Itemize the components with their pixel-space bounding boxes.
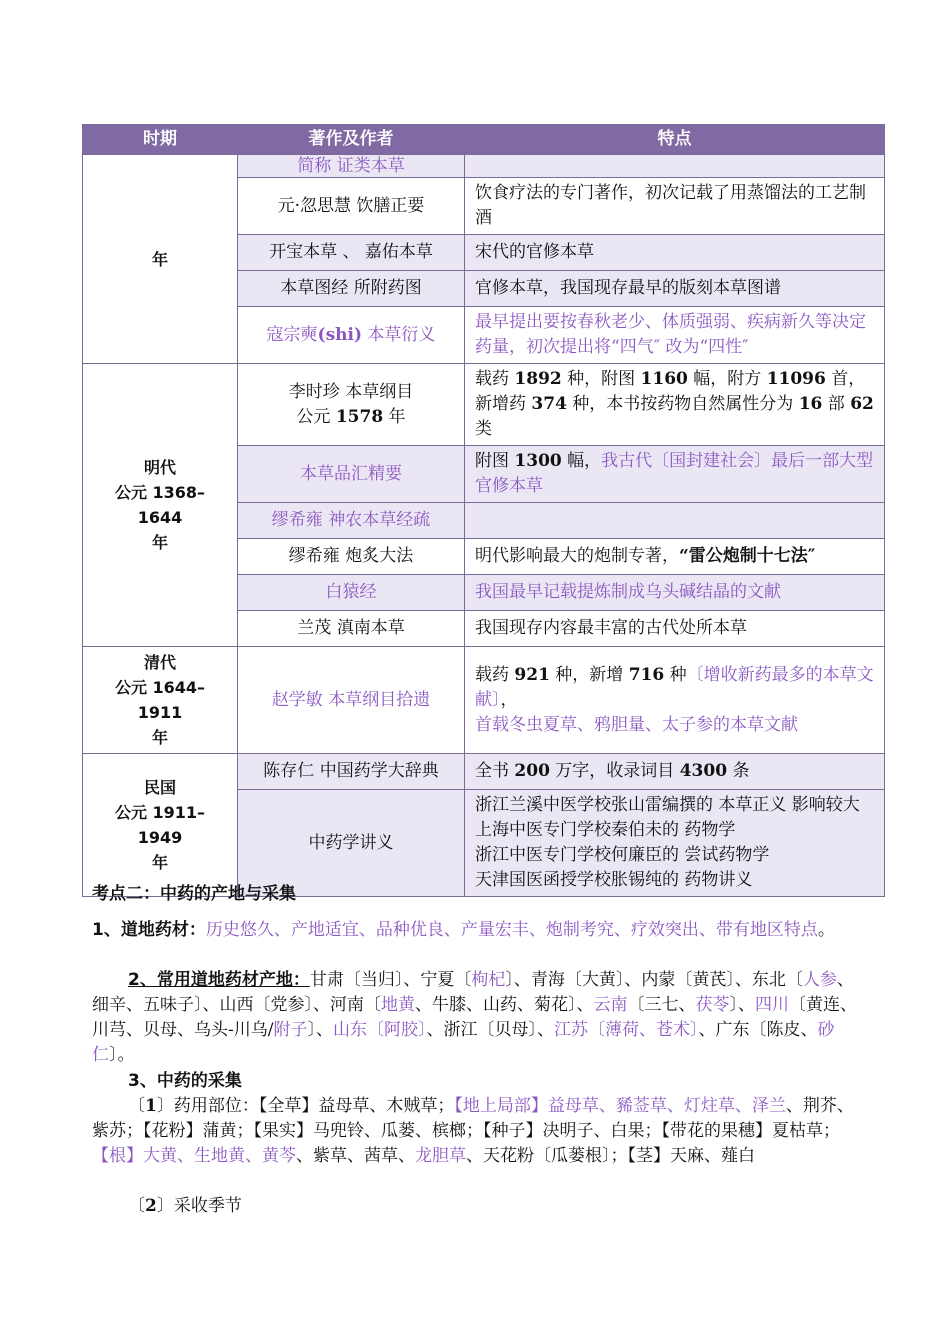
paragraph-text: 历史悠久、产地适宜、品种优良、产量宏丰、炮制考究、疗效突出、带有地区特点 [205,920,818,940]
period-label: 年 [151,249,168,269]
work-number: 1578 [335,406,384,427]
text-run: 〕、 [307,1020,333,1040]
header-period: 时期 [83,125,238,155]
paragraph-origin [92,968,862,1068]
feature-text: 幅， [561,451,602,471]
feature-line: 浙江中医专门学校何廉臣的 尝试药物学 [475,845,770,865]
feature-cell [465,503,885,539]
feature-number: 16 [798,394,823,414]
feature-text: 种，新增 [549,664,629,685]
feature-text: 附图 [475,451,515,471]
table-row [83,155,885,178]
feature-cell: 我国现存内容最丰富的古代处所本草 [465,611,885,647]
feature-text: 〔增收新药最多的本草文献〕 [475,664,874,710]
feature-line: 天津国医函授学校胀锡纯的 药物讲义 [475,870,753,890]
feature-text: 万字，收录词目 [549,761,680,781]
feature-number: 11096 [766,369,826,389]
text-run: 1 [145,1096,157,1116]
header-feature: 特点 [465,125,885,155]
feature-cell: 饮食疗法的专门著作，初次记载了用蒸馏法的工艺制酒 [465,178,885,235]
feature-text: 明代影响最大的炮制专著， [475,546,679,566]
feature-cell: 最早提出要按春秋老少、体质强弱、疾病新久等决定药量，初次提出将“四气″ 改为“四性″ [465,307,885,364]
period-range: 公元 1368–1644 [114,483,206,527]
text-run: 〕、青海〔大黄〕、内蒙〔黄芪〕、东北〔 [505,970,803,990]
text-run: 云南 [593,995,628,1015]
feature-number: 374 [531,394,567,414]
feature-number: 4300 [679,761,728,781]
period-name: 民国 [143,778,176,797]
work-cell: 赵学敏 本草纲目拾遗 [238,647,465,754]
text-run: 枸杞 [471,970,506,990]
work-text: 寇宗奭 [266,324,318,345]
feature-text: 全书 [475,761,515,781]
feature-line: 上海中医专门学校秦伯未的 药物学 [475,820,736,840]
subsection-title: 3、中药的采集 [128,1071,242,1091]
paragraph-text: 。 [817,920,835,940]
feature-text: 种，附图 [561,369,641,389]
work-text: 年 [383,406,406,427]
period-unit: 年 [151,533,168,552]
feature-line: 浙江兰溪中医学校张山雷编撰的 本草正义 影响较大 [475,795,860,815]
paragraph-text [92,1096,854,1166]
text-run: 〔 [128,1096,145,1116]
work-cell: 开宝本草 、 嘉佑本草 [238,235,465,271]
history-table [82,124,885,897]
feature-number: 1160 [640,369,688,389]
feature-number: 1300 [514,451,562,471]
period-cell [83,364,238,647]
work-pinyin: (shi) [317,324,363,345]
period-range: 公元 1644–1911 [114,678,206,722]
feature-cell [465,539,885,575]
paragraph-daodi [92,918,862,943]
period-range: 公元 1911–1949 [114,803,206,847]
work-text: 本草衍义 [362,324,436,345]
period-cell [83,647,238,754]
work-cell [238,364,465,446]
text-run: 、浙江〔贝母〕、 [426,1020,554,1040]
work-cell: 中药学讲义 [238,790,465,897]
section-title: 考点二：中药的产地与采集 [92,884,296,904]
text-run: 地黄 [381,995,415,1015]
text-run: 茯苓 [695,995,730,1015]
feature-cell [465,364,885,446]
feature-text: “雷公炮制十七法″ [679,546,816,566]
paragraph-label: 2、常用道地药材产地： [128,970,310,990]
work-cell: 本草品汇精要 [238,446,465,503]
feature-text: 载药 [475,664,515,685]
work-cell: 缪希雍 炮炙大法 [238,539,465,575]
feature-text: 类 [475,419,492,439]
text-run: 、广东〔陈皮、 [698,1020,818,1040]
feature-text: 载药 [475,369,515,389]
text-run: 〔三七、 [627,995,696,1015]
text-run: 〕、 [729,995,755,1015]
text-run: 、天花粉〔瓜蒌根〕；【茎】天麻、薤白 [466,1146,755,1166]
feature-text: 幅，附方 [687,369,767,389]
paragraph-parts [92,1094,862,1169]
period-cell [83,155,238,364]
work-cell: 陈存仁 中国药学大辞典 [238,754,465,790]
feature-number: 1892 [514,369,562,389]
paragraph-text: 〕采收季节 [156,1196,242,1216]
text-run: 、紫草、茜草、 [296,1146,415,1166]
paragraph-text: 〔 [128,1196,145,1216]
table-header-row [83,125,885,155]
feature-cell: 官修本草，我国现存最早的版刻本草图谱 [465,271,885,307]
work-cell [238,307,465,364]
paragraph-label: 1、道地药材： [92,920,206,940]
table-row [83,754,885,790]
text-run: 附子 [273,1020,308,1040]
feature-cell [465,754,885,790]
feature-cell [465,790,885,897]
text-run: 江苏〔薄荷、苍术〕 [553,1020,699,1040]
work-cell: 简称 证类本草 [238,155,465,178]
feature-text: 部 [822,394,851,414]
text-run: 四川 [755,995,789,1015]
text-run: 、牛膝、山药、菊花〕、 [415,995,594,1015]
text-run: 龙胆草 [415,1146,466,1166]
feature-number: 921 [514,664,550,685]
paragraph-number: 2 [145,1196,157,1216]
work-cell: 兰茂 滇南本草 [238,611,465,647]
work-year [248,405,454,430]
table-row [83,647,885,754]
work-cell: 白猿经 [238,575,465,611]
table-row [83,364,885,446]
text-run: 人参 [802,970,837,990]
work-text: 公元 [296,406,336,427]
work-cell: 本草图经 所附药图 [238,271,465,307]
period-cell [83,754,238,897]
feature-text: 我古代〔国封建社会〕最后一部大型官修本草 [475,451,874,496]
feature-text: ， [500,689,518,710]
period-name: 清代 [143,653,176,672]
paragraph-season [92,1194,898,1219]
text-run: 砂仁 [92,1020,835,1065]
text-run: 〕。 [109,1045,135,1065]
text-run: 、荆芥、紫苏；【花粉】蒲黄；【果实】马兜铃、瓜蒌、槟榔；【种子】决明子、白果；【带花的果穗】夏枯草； [92,1096,854,1141]
period-unit: 年 [151,728,168,747]
feature-text: 条 [727,761,750,781]
period-name: 明代 [143,458,176,477]
feature-cell [465,647,885,754]
text-run: 、细辛、五味子〕、山西〔党参〕、河南〔 [92,970,854,1015]
feature-text: 首，新增药 [475,369,866,414]
text-run: 〕药用部位：【全草】益母草、木贼草； [156,1096,455,1116]
text-run: 【根】大黄、生地黄、黄芩 [92,1146,296,1166]
feature-cell [465,446,885,503]
text-run: 山东〔阿胶〕 [332,1020,427,1040]
feature-number: 200 [514,761,550,781]
period-unit: 年 [151,853,168,872]
work-text: 李时珍 本草纲目 [288,381,414,402]
feature-number: 62 [850,394,874,414]
feature-number: 716 [628,664,665,685]
feature-cell: 我国最早记载提炼制成乌头碱结晶的文献 [465,575,885,611]
feature-text: 种 [664,664,687,685]
feature-text: 种，本书按药物自然属性分为 [566,394,799,414]
text-run: 〔黄连、川芎、贝母、乌头-川乌/ [92,995,857,1040]
feature-cell [465,155,885,178]
header-work: 著作及作者 [238,125,465,155]
feature-text: 首载冬虫夏草、鸦胆量、太子参的本草文献 [475,714,798,735]
work-cell: 缪希雍 神农本草经疏 [238,503,465,539]
text-run: 【地上局部】益母草、豨莶草、灯炷草、泽兰 [454,1096,786,1116]
text-run: 甘肃〔当归〕、宁夏〔 [309,970,472,990]
work-cell: 元·忽思慧 饮膳正要 [238,178,465,235]
feature-cell: 宋代的官修本草 [465,235,885,271]
